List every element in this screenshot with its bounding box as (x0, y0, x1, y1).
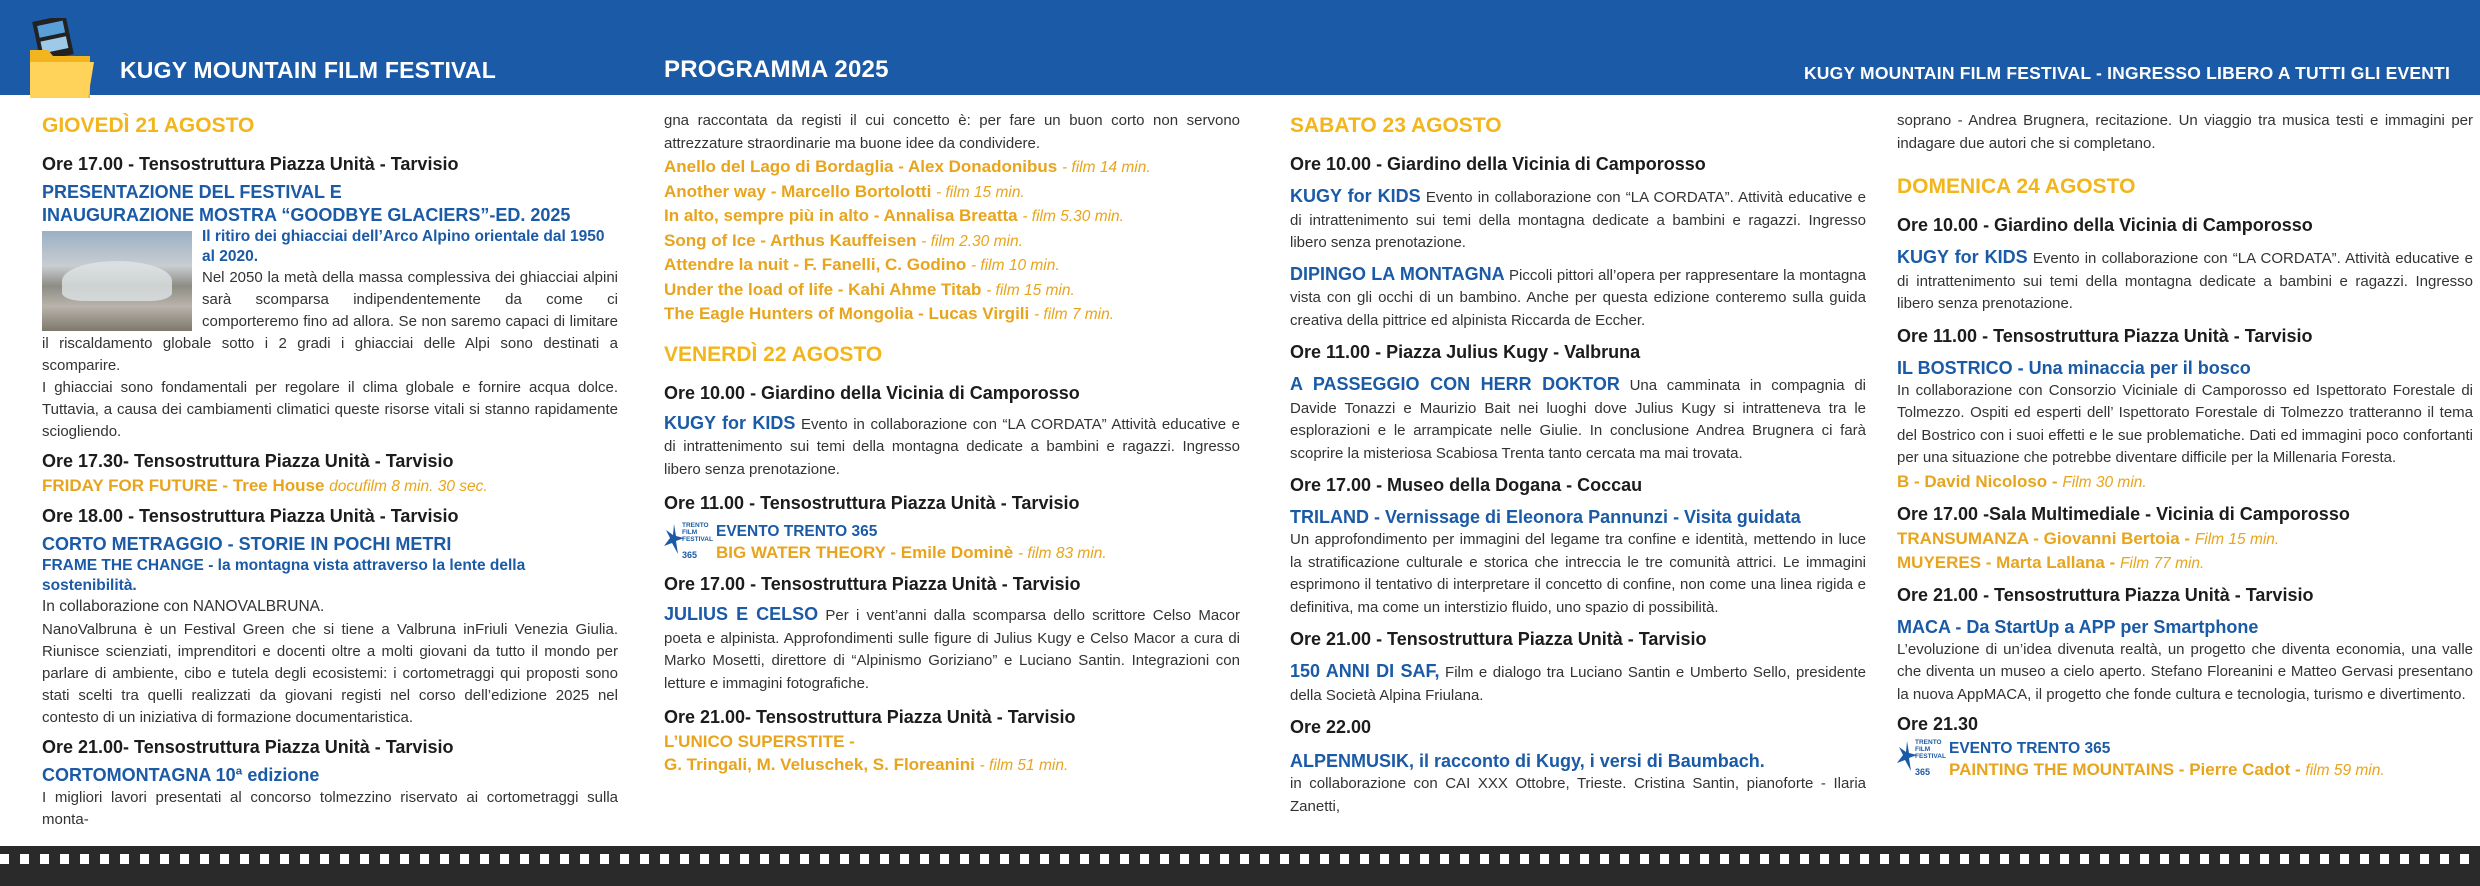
event-title: KUGY for KIDS (1897, 247, 2028, 267)
trento-film-festival-logo: TRENTO FILM FESTIVAL 365 (1897, 737, 1939, 783)
film-directors: G. Tringali, M. Veluschek, S. Floreanini (664, 755, 975, 774)
event-time: Ore 11.00 - Piazza Julius Kugy - Valbruna (1290, 342, 1641, 362)
event-time: Ore 17.00 - Tensostruttura Piazza Unità - Tarvisio (42, 154, 459, 174)
event-title: DIPINGO LA MONTAGNA (1290, 263, 1505, 284)
event-description: Piccoli pittori all’opera per rappresentare la montagna vista con gli occhi di un bambino. Anche per questa edizione conteremo sulla guida creativa della pittrice ed alpinista Riccarda de Eccher. (1290, 266, 1866, 329)
event-time: Ore 10.00 - Giardino della Vicinia di Camporosso (664, 382, 1080, 403)
event-title: MACA - Da StartUp a APP per Smartphone (1897, 616, 2259, 637)
event-time: Ore 18.00 - Tensostruttura Piazza Unità - Tarvisio (42, 506, 459, 526)
event-time: Ore 21.00- Tensostruttura Piazza Unità - Tarvisio (42, 736, 454, 757)
day-heading: SABATO 23 AGOSTO (1290, 114, 1502, 137)
program-title: PROGRAMMA 2025 (664, 56, 889, 83)
event-time: Ore 10.00 - Giardino della Vicinia di Camporosso (1290, 154, 1706, 174)
event-title: KUGY for KIDS (1290, 186, 1421, 206)
film-item: Anello del Lago di Bordaglia - Alex Donadonibus - film 14 min. (664, 157, 1151, 176)
film-duration: docufilm 8 min. 30 sec. (329, 478, 488, 495)
event-title: KUGY for KIDS (664, 412, 796, 433)
film-title: PAINTING THE MOUNTAINS - Pierre Cadot - (1949, 759, 2301, 779)
event-time: Ore 17.30- Tensostruttura Piazza Unità - Tarvisio (42, 451, 454, 471)
film-item: Another way - Marcello Bortolotti - film 15 min. (664, 181, 1025, 201)
event-subtitle: FRAME THE CHANGE - la montagna vista attraverso la lente della sostenibilità. (42, 557, 526, 594)
film-strip-border (0, 846, 2480, 886)
event-description: in collaborazione con CAI XXX Ottobre, Trieste. Cristina Santin, pianoforte - Ilaria Zanetti, (1290, 775, 1866, 815)
event-title: A PASSEGGIO CON HERR DOKTOR (1290, 374, 1620, 394)
film-duration: film 59 min. (2305, 761, 2385, 779)
film-item: In alto, sempre più in alto - Annalisa Breatta - film 5.30 min. (664, 206, 1124, 225)
event-subtitle: Il ritiro dei ghiacciai dell’Arco Alpino orientale dal 1950 al 2020. (202, 228, 605, 265)
film-item: Attendre la nuit - F. Fanelli, C. Godino - film 10 min. (664, 255, 1060, 274)
folder-film-icon (26, 18, 98, 100)
event-description: soprano - Andrea Brugnera, recitazione. Un viaggio tra musica testi e immagini per indagare due autori che si completano. (1897, 112, 2473, 152)
event-time: Ore 10.00 - Giardino della Vicinia di Camporosso (1897, 215, 2313, 235)
event-title: INAUGURAZIONE MOSTRA “GOODBYE GLACIERS”-ED. 2025 (42, 205, 571, 225)
film-title: TRANSUMANZA - Giovanni Bertoia - (1897, 528, 2191, 548)
glacier-photo (42, 231, 192, 331)
event-title: JULIUS E CELSO (664, 604, 819, 624)
event-title: IL BOSTRICO - Una minaccia per il bosco (1897, 357, 2251, 378)
film-title: B - David Nicoloso - (1897, 471, 2058, 491)
day-heading: VENERDÌ 22 AGOSTO (664, 342, 883, 366)
trento-film-festival-logo: TRENTO FILM FESTIVAL 365 (664, 520, 706, 566)
event-description: Film e dialogo tra Luciano Santin e Umberto Sello, presidente della Società Alpina Friulana. (1290, 664, 1866, 704)
event-description: Una camminata in compagnia di Davide Tonazzi e Maurizio Bait nei luoghi dove Julius Kugy si intratteneva tra le esplorazioni e le arrampicate nelle Giulie. In conclusione Andrea Brugnera ci farà scoprire la misteriosa Scabiosa Trenta tanto cercata ma mai trovata. (1290, 377, 1867, 462)
column-sunday (1897, 110, 2473, 783)
film-duration: - film 83 min. (1017, 544, 1107, 562)
film-title: BIG WATER THEORY - Emile Dominè (716, 542, 1014, 562)
column-thursday (42, 110, 618, 832)
header-bar (0, 0, 2480, 95)
film-item: The Eagle Hunters of Mongolia - Lucas Virgili - film 7 min. (664, 304, 1115, 323)
film-duration: Film 30 min. (2062, 473, 2147, 491)
event-title: TRILAND - Vernissage di Eleonora Pannunzi - Visita guidata (1290, 507, 1801, 527)
event-description: Un approfondimento per immagini del legame tra confine e identità, mettendo in luce la stratificazione culturale e storica che intreccia le tre comunità attrici. Le immagini esprimono il tentativo di interpretare il concetto di confine, non come una linea rigida e definitiva, ma come un interstizio fluido, uno spazio di possibilità. (1290, 531, 1866, 616)
column-saturday (1290, 110, 1866, 818)
event-time: Ore 21.00- Tensostruttura Piazza Unità - Tarvisio (664, 707, 1076, 727)
event-description: Per i vent’anni dalla scomparsa dello scrittore Celso Macor poeta e alpinista. Approfondimenti sulle figure di Julius Kugy e Celso Macor a cura di Marko Mosetti, direttore di “Alpinismo Goriziano” e Luciano Santin. Integrazioni con letture e immagini fotografiche. (664, 607, 1240, 692)
film-duration: - film 51 min. (979, 757, 1069, 774)
day-heading: GIOVEDÌ 21 AGOSTO (42, 114, 255, 137)
event-description: Nel 2050 la metà della massa complessiva dei ghiacciai alpini sarà scomparsa indipendentemente da come ci comporteremo fino ad allora. Se non saremo capaci di limitare il riscaldamento globale sotto i 2 gradi i ghiacciai delle Alpi sono destinati a scomparire. (42, 269, 618, 374)
film-item: Under the load of life - Kahi Ahme Titab - film 15 min. (664, 279, 1075, 299)
film-item: Song of Ice - Arthus Kauffeisen - film 2.30 min. (664, 230, 1023, 250)
film-title: L’UNICO SUPERSTITE - (664, 732, 855, 751)
event-time: Ore 22.00 (1290, 717, 1372, 737)
film-title: FRIDAY FOR FUTURE - Tree House (42, 476, 325, 495)
event-description: I ghiacciai sono fondamentali per regolare il clima globale e fornire acqua dolce. Tuttavia, a causa dei cambiamenti climatici queste risorse vitali si stanno rapidamente sciogliendo. (42, 379, 618, 440)
film-list (664, 155, 1240, 327)
film-duration: Film 15 min. (2194, 530, 2280, 548)
event-title: CORTOMONTAGNA 10ª edizione (42, 764, 320, 785)
event-time: Ore 17.00 - Tensostruttura Piazza Unità - Tarvisio (664, 574, 1081, 594)
film-title: MUYERES - Marta Lallana - (1897, 552, 2116, 572)
event-description: Evento in collaborazione con “LA CORDATA” Attività educative e di intrattenimento sui temi della montagna dedicate a bambini e ragazzi. Ingresso libero senza prenotazione. (664, 415, 1240, 478)
festival-title: KUGY MOUNTAIN FILM FESTIVAL (120, 57, 496, 83)
event-title: PRESENTAZIONE DEL FESTIVAL E (42, 182, 342, 202)
event-time: Ore 17.00 - Museo della Dogana - Coccau (1290, 475, 1643, 495)
collaboration-note: In collaborazione con NANOVALBRUNA. (42, 598, 325, 615)
event-time: Ore 21.30 (1897, 714, 1979, 734)
film-duration: Film 77 min. (2119, 554, 2205, 572)
event-description: Evento in collaborazione con “LA CORDATA”. Attività educative e di intrattenimento sui temi della montagna dedicate a bambini e ragazzi. Ingresso libero senza prenotazione. (1290, 189, 1866, 251)
event-time: Ore 11.00 - Tensostruttura Piazza Unità - Tarvisio (664, 493, 1080, 513)
event-title: 150 ANNI DI SAF, (1290, 661, 1440, 681)
event-description: gna raccontata da registi il cui concetto è: per fare un buon corto non servono attrezzature straordinarie ma buone idee da condividere. (664, 112, 1240, 152)
event-time: Ore 11.00 - Tensostruttura Piazza Unità - Tarvisio (1897, 325, 2313, 346)
event-description: Evento in collaborazione con “LA CORDATA”. Attività educative e di intrattenimento sui temi della montagna dedicate a bambini e ragazzi. Ingresso libero senza prenotazione. (1897, 250, 2473, 312)
event-time: Ore 21.00 - Tensostruttura Piazza Unità - Tarvisio (1290, 629, 1707, 649)
event-label: EVENTO TRENTO 365 (1949, 739, 2111, 757)
free-entry-banner: KUGY MOUNTAIN FILM FESTIVAL - INGRESSO LIBERO A TUTTI GLI EVENTI (1803, 63, 2450, 83)
event-description: NanoValbruna è un Festival Green che si tiene a Valbruna inFriuli Venezia Giulia. Riunisce scienziati, imprenditori e docenti oltre a molti giovani da tutto il mondo per parlare di ambiente, cibo e tutela degli ecosistemi: i cortometraggi qui proposti sono stati scelti tra quelli realizzati da giovani registi nel corso dell’edizione 2025 nel contesto di un iniziativa di formazione documentaristica. (42, 620, 618, 726)
event-description: In collaborazione con Consorzio Viciniale di Camporosso ed Ispettorato Forestale di Tolmezzo. Ospiti ed esperti dell’ Ispettorato Forestale di Tolmezzo tratteranno il tema del Bostrico con i suoi effetti e le sue problematiche. Dati ed immagini poco confortanti per una situazione che potrebbe diventare difficile per la Millenaria Foresta. (1897, 381, 2473, 466)
event-description: I migliori lavori presentati al concorso tolmezzino riservato ai cortometraggi sulla monta- (42, 788, 618, 828)
event-description: L’evoluzione di un’idea divenuta realtà, un progetto che diventa economia, una valle che diventa un museo a cielo aperto. Stefano Floreanini e Matteo Gervasi presentano la nuova AppMACA, il progetto che fonde cultura e tecnologia, turismo e divertimento. (1897, 640, 2473, 703)
column-friday (664, 110, 1240, 777)
event-title: CORTO METRAGGIO - STORIE IN POCHI METRI (42, 534, 452, 554)
event-time: Ore 21.00 - Tensostruttura Piazza Unità - Tarvisio (1897, 584, 2314, 605)
event-time: Ore 17.00 -Sala Multimediale - Vicinia di Camporosso (1897, 503, 2350, 524)
day-heading: DOMENICA 24 AGOSTO (1897, 175, 2136, 198)
event-title: ALPENMUSIK, il racconto di Kugy, i versi di Baumbach. (1290, 751, 1765, 771)
event-label: EVENTO TRENTO 365 (716, 522, 878, 540)
